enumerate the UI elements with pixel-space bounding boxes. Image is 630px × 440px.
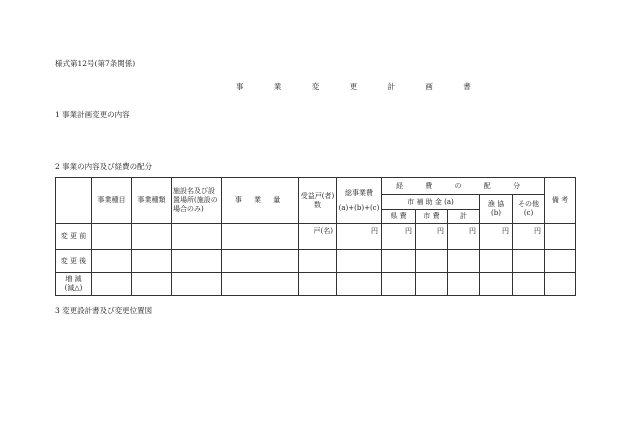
- cell-prefecture-after: [382, 250, 416, 273]
- header-total-cost-formula: (a)+(b)+(c): [338, 203, 380, 212]
- document-title: 事 業 変 更 計 画 書: [236, 82, 485, 91]
- row-label-difference-line1: 増 減: [65, 275, 82, 284]
- cell-business-type-before: [92, 224, 132, 250]
- cell-business-kind-after: [132, 250, 172, 273]
- cell-beneficiaries-diff: [299, 273, 337, 296]
- cell-total-after: [337, 250, 382, 273]
- cell-total-before: 円: [337, 224, 382, 250]
- form-number: 様式第12号(第7条関係): [55, 59, 136, 68]
- cell-business-kind-diff: [132, 273, 172, 296]
- cell-prefecture-before: 円: [382, 224, 416, 250]
- cell-other-after: [513, 250, 545, 273]
- cell-business-type-after: [92, 250, 132, 273]
- header-other-code: (c): [523, 209, 534, 217]
- header-beneficiaries: 受益戸(者)数: [299, 178, 337, 224]
- section-3-heading: 3 変更設計書及び変更位置図: [55, 306, 153, 315]
- section-1-heading: 1 事業計画変更の内容: [55, 110, 130, 119]
- cell-business-type-diff: [92, 273, 132, 296]
- cell-facility-before: [172, 224, 222, 250]
- header-facility: 施設名及び設置場所(施設の場合のみ): [172, 178, 222, 224]
- cell-other-diff: [513, 273, 545, 296]
- header-other: [513, 195, 545, 224]
- cell-city-diff: [416, 273, 448, 296]
- header-allocation: 経 費 の 配 分: [382, 178, 545, 195]
- header-quantity: 事 業 量: [222, 178, 299, 224]
- table-row-difference: [56, 273, 576, 296]
- header-fishery-code: (b): [491, 209, 501, 217]
- row-label-after: 変 更 後: [56, 250, 92, 273]
- cell-fishery-after: [480, 250, 513, 273]
- section-2-heading: 2 事業の内容及び経費の配分: [55, 162, 153, 171]
- cell-quantity-before: [222, 224, 299, 250]
- row-label-before: 変 更 前: [56, 224, 92, 250]
- cell-remarks-after: [545, 250, 576, 273]
- cell-business-kind-before: [132, 224, 172, 250]
- row-label-difference: [56, 273, 92, 296]
- cell-total-diff: [337, 273, 382, 296]
- cell-remarks-diff: [545, 273, 576, 296]
- row-label-difference-line2: (減△): [64, 284, 83, 292]
- header-business-kind: 事業種類: [132, 178, 172, 224]
- cell-facility-diff: [172, 273, 222, 296]
- cell-fishery-diff: [480, 273, 513, 296]
- cell-subtotal-before: 円: [448, 224, 480, 250]
- cell-beneficiaries-before: 戸(名): [299, 224, 337, 250]
- cell-city-before: 円: [416, 224, 448, 250]
- header-prefecture: 県 費: [382, 210, 416, 224]
- cell-beneficiaries-after: [299, 250, 337, 273]
- table-row-before: [56, 224, 576, 250]
- header-business-type: 事業種目: [92, 178, 132, 224]
- cell-subtotal-after: [448, 250, 480, 273]
- cell-facility-after: [172, 250, 222, 273]
- header-other-label: その他: [518, 200, 540, 209]
- table-row-after: [56, 250, 576, 273]
- header-total-cost-label: 総事業費: [345, 188, 373, 197]
- cell-remarks-before: [545, 224, 576, 250]
- header-fishery: [480, 195, 513, 224]
- cell-city-after: [416, 250, 448, 273]
- cell-other-before: 円: [513, 224, 545, 250]
- header-blank-cell: [56, 178, 92, 224]
- cell-quantity-after: [222, 250, 299, 273]
- cell-fishery-before: 円: [480, 224, 513, 250]
- header-remarks: 備 考: [545, 178, 576, 224]
- header-total-cost: [337, 178, 382, 224]
- header-city-subsidy: 市 補 助 金 (a): [382, 195, 480, 210]
- header-fishery-label: 漁 協: [487, 200, 505, 209]
- header-city: 市 費: [416, 210, 448, 224]
- business-allocation-table: [55, 177, 576, 296]
- cell-subtotal-diff: [448, 273, 480, 296]
- cell-prefecture-diff: [382, 273, 416, 296]
- cell-quantity-diff: [222, 273, 299, 296]
- header-subtotal: 計: [448, 210, 480, 224]
